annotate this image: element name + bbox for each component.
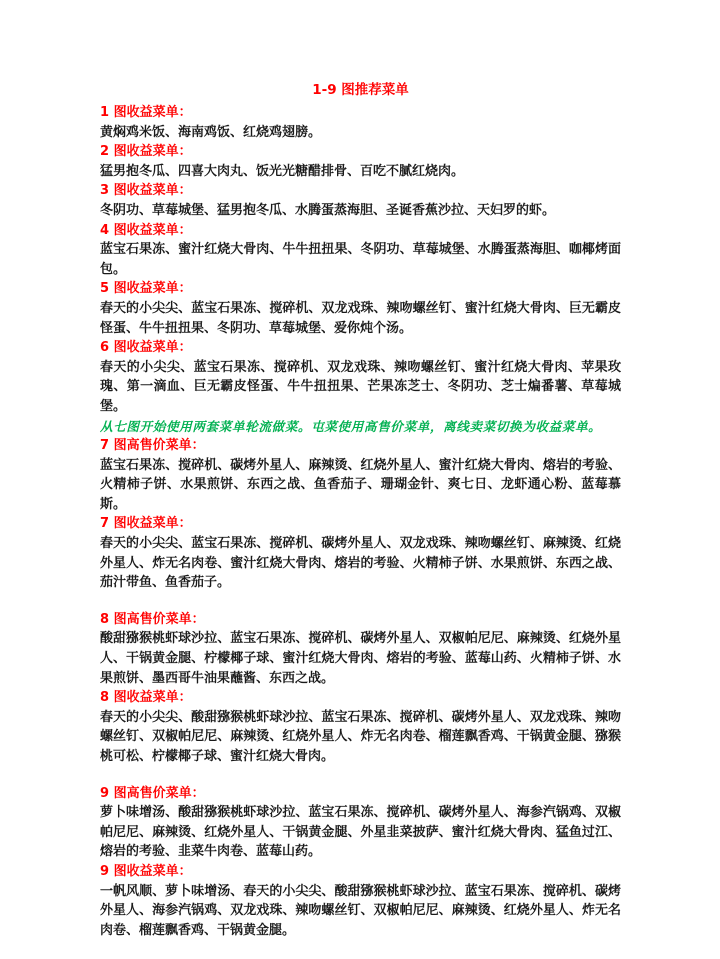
map5-income-heading: 5 图收益菜单： [100,281,192,297]
map2-income-items: 猛男抱冬瓜、四喜大肉丸、饭光光糖醋排骨、百吃不腻红烧肉。 [100,163,465,179]
map8-highprice-heading: 8 图高售价菜单： [100,611,205,627]
menu-rotation-note: 从七图开始使用两套菜单轮流做菜。屯菜使用高售价菜单，离线卖菜切换为收益菜单。 [100,418,602,434]
map3-income-items: 冬阴功、草莓城堡、猛男抱冬瓜、水腾蛋蒸海胆、圣诞香蕉沙拉、天妇罗的虾。 [100,202,556,218]
map9-income-items: 一帆风顺、萝卜味增汤、春天的小尖尖、酸甜猕猴桃虾球沙拉、蓝宝石果冻、搅碎机、碳烤外星人、海参汽锅鸡、双龙戏珠、辣吻螺丝钉、双椒帕尼尼、麻辣烫、红烧外星人、炸无名肉卷、榴莲飘香鸡、干锅黄金腿。 [100,883,621,938]
section-map2-income [100,142,621,181]
map1-income-heading: 1 图收益菜单： [100,105,192,120]
map3-income-heading: 3 图收益菜单： [100,183,192,199]
map6-income-items: 春天的小尖尖、蓝宝石果冻、搅碎机、双龙戏珠、辣吻螺丝钉、蜜汁红烧大骨肉、苹果玫瑰、第一滴血、巨无霸皮怪蛋、牛牛扭扭果、芒果冻芝士、冬阴功、芝士煸番薯、草莓城堡。 [100,359,621,414]
map9-highprice-items: 萝卜味增汤、酸甜猕猴桃虾球沙拉、蓝宝石果冻、搅碎机、碳烤外星人、海参汽锅鸡、双椒帕尼尼、麻辣烫、红烧外星人、干锅黄金腿、外星韭菜披萨、蜜汁红烧大骨肉、猛鱼过江、熔岩的考验、韭菜牛肉卷、蓝莓山药。 [100,805,621,860]
section-map1-income [100,103,621,142]
section-map9-income [100,862,621,940]
map8-income-items: 春天的小尖尖、酸甜猕猴桃虾球沙拉、蓝宝石果冻、搅碎机、碳烤外星人、双龙戏珠、辣吻螺丝钉、双椒帕尼尼、麻辣烫、红烧外星人、炸无名肉卷、榴莲飘香鸡、干锅黄金腿、猕猴桃可松、柠檬椰子球、蜜汁红烧大骨肉。 [100,709,621,764]
section-map8-highprice [100,610,621,688]
map7-highprice-heading: 7 图高售价菜单： [100,438,205,454]
section-map6-income [100,338,621,416]
section-map7-highprice [100,436,621,514]
map8-income-heading: 8 图收益菜单： [100,690,192,706]
section-map9-highprice [100,784,621,862]
map5-income-items: 春天的小尖尖、蓝宝石果冻、搅碎机、双龙戏珠、辣吻螺丝钉、蜜汁红烧大骨肉、巨无霸皮怪蛋、牛牛扭扭果、冬阴功、草莓城堡、爱你炖个汤。 [100,300,621,336]
map9-highprice-heading: 9 图高售价菜单： [100,785,205,801]
section-map4-income [100,221,621,280]
map6-income-heading: 6 图收益菜单： [100,340,192,356]
section-map7-income [100,514,621,592]
map4-income-heading: 4 图收益菜单： [100,222,192,238]
map7-income-heading: 7 图收益菜单： [100,516,192,532]
map2-income-heading: 2 图收益菜单： [100,144,192,160]
map4-income-items: 蓝宝石果冻、蜜汁红烧大骨肉、牛牛扭扭果、冬阴功、草莓城堡、水腾蛋蒸海胆、咖椰烤面包。 [100,242,621,277]
section-map8-income [100,688,621,766]
map7-highprice-items: 蓝宝石果冻、搅碎机、碳烤外星人、麻辣烫、红烧外星人、蜜汁红烧大骨肉、熔岩的考验、火精柿子饼、水果煎饼、东西之战、鱼香茄子、珊瑚金针、爽七日、龙虾通心粉、蓝莓慕斯。 [100,457,621,512]
section-map5-income [100,279,621,338]
section-map3-income [100,181,621,220]
map9-income-heading: 9 图收益菜单： [100,863,192,879]
map8-highprice-items: 酸甜猕猴桃虾球沙拉、蓝宝石果冻、搅碎机、碳烤外星人、双椒帕尼尼、麻辣烫、红烧外星人、干锅黄金腿、柠檬椰子球、蜜汁红烧大骨肉、熔岩的考验、蓝莓山药、火精柿子饼、水果煎饼、墨西哥牛油果蘸酱、东西之战。 [100,631,621,686]
map1-income-items: 黄焖鸡米饭、海南鸡饭、红烧鸡翅膀。 [100,124,322,140]
map7-income-items: 春天的小尖尖、蓝宝石果冻、搅碎机、碳烤外星人、双龙戏珠、辣吻螺丝钉、麻辣烫、红烧外星人、炸无名肉卷、蜜汁红烧大骨肉、熔岩的考验、火精柿子饼、水果煎饼、东西之战、茄汁带鱼、鱼香茄子。 [100,536,621,591]
page-title: 1-9 图推荐菜单 [312,82,409,98]
